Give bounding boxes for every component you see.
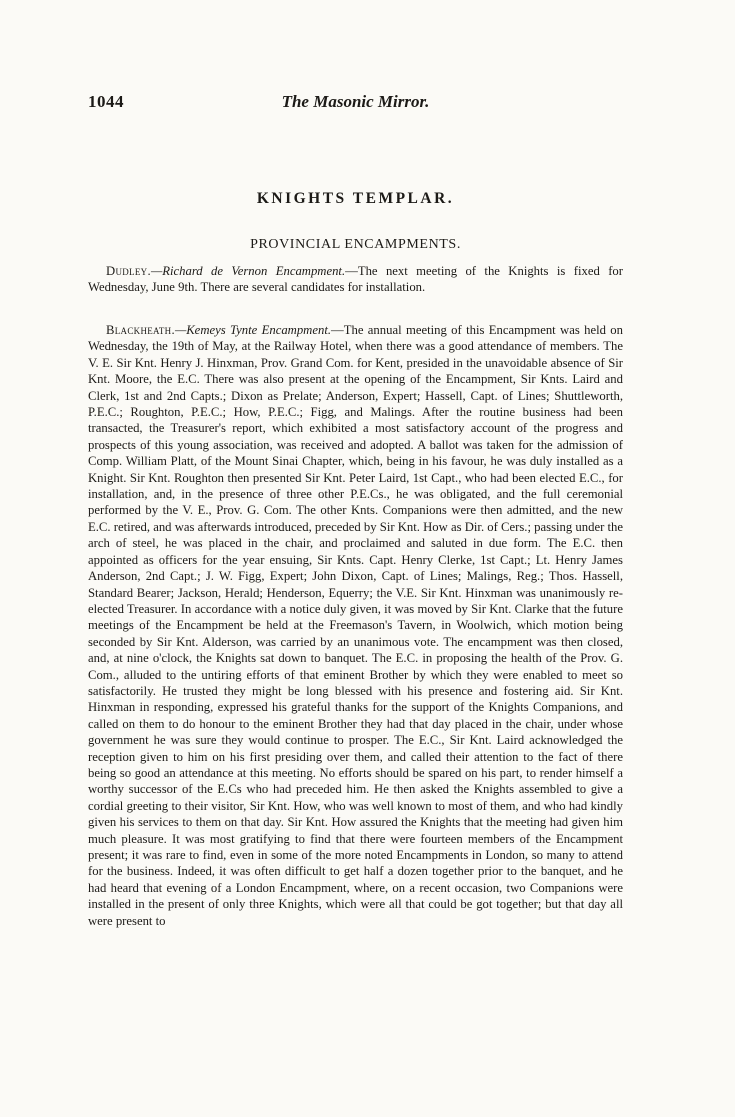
running-head	[88, 92, 623, 118]
article-place: Dudley.	[106, 264, 151, 278]
article-dudley	[88, 263, 623, 296]
article-blackheath	[88, 322, 623, 929]
article-place: Blackheath.	[106, 323, 175, 337]
article-body: —The annual meeting of this Encampment was held on Wednesday, the 19th of May, at the Railway Hotel, when there was a good attendance of members. The V. E. Sir Knt. Henry J. Hinxman, Prov. Grand Com. for Kent, presided in the unavoidable absence of Sir Knt. Moore, the E.C. There was also present at the opening of the Encampment, Sir Knts. Laird and Clerk, 1st and 2nd Capts.; Dixon as Prelate; Anderson, Expert; Hassell, Capt. of Lines; Shuttleworth, P.E.C.; Roughton, P.E.C.; How, P.E.C.; Figg, and Malings. After the routine business had been transacted, the Treasurer's report, which exhibited a most satisfactory account of the progress and prospects of this young association, was received and adopted. A ballot was taken for the admission of Comp. William Platt, of the Mount Sinai Chapter, which, being in his favour, he was duly installed as a Knight. Sir Knt. Roughton then presented Sir Knt. Peter Laird, 1st Capt., who had been elected E.C., for installation, and, in the presence of three other P.E.Cs., he was obligated, and the full ceremonial performed by the V. E., Prov. G. Com. The other Knts. Companions were then admitted, and the new E.C. retired, and was afterwards introduced, preceded by Sir Knt. How as Dir. of Cers.; passing under the arch of steel, he was placed in the chair, and proclaimed and saluted in due form. The E.C. then appointed as officers for the year ensuing, Sir Knts. Capt. Henry Clerke, 1st Capt.; Lt. Henry James Anderson, 2nd Capt.; J. W. Figg, Expert; John Dixon, Capt. of Lines; Malings, Reg.; Thos. Hassell, Standard Bearer; Jackson, Herald; Henderson, Equerry; the V.E. Sir Knt. Hinxman was unanimously re-elected Treasurer. In accordance with a notice duly given, it was moved by Sir Knt. Clarke that the future meetings of the Encampment be held at the Freemason's Tavern, in Woolwich, which motion being seconded by Sir Knt. Alderson, was carried by an unanimous vote. The encampment was then closed, and, at nine o'clock, the Knights sat down to banquet. The E.C. in proposing the health of the Prov. G. Com., alluded to the untiring efforts of that eminent Brother by which they were enabled to meet so satisfactorily. He trusted they might be long blessed with his presence and fostering aid. Sir Knt. Hinxman in responding, expressed his grateful thanks for the support of the Knights Companions, and called on them to do honour to the eminent Brother they had that day placed in the chair, under whose government he was sure they would continue to prosper. The E.C., Sir Knt. Laird acknowledged the reception given to him on his first presiding over them, and called their attention to the fact of there being so good an attendance at this meeting. No efforts should be spared on his part, to render himself a worthy successor of the E.Cs who had preceded him. He then asked the Knights assembled to give a cordial greeting to their visitor, Sir Knt. How, who was well known to most of them, and who had kindly given his services to them on that day. Sir Knt. How assured the Knights that the meeting had given him much pleasure. It was most gratifying to find that there were fourteen members of the Encampment present; it was rare to find, even in some of the more noted Encampments in London, so many to attend for the business. Indeed, it was often difficult to get half a dozen together prior to the banquet, and he had heard that evening of a London Encampment, where, on a recent occasion, two Companions were installed in the present of only three Knights, which were all that could be got together; but that day all were present to	[88, 323, 623, 928]
article-paragraph	[88, 322, 623, 929]
article-paragraph	[88, 263, 623, 296]
article-body: —The next meeting of the Knights is fixed for Wednesday, June 9th. There are several candidates for installation.	[88, 264, 624, 295]
journal-title: The Masonic Mirror.	[281, 92, 430, 111]
article-encampment: —Kemeys Tynte Encampment.	[174, 323, 332, 337]
article-encampment: —Richard de Vernon Encampment.	[150, 264, 346, 278]
section-title: KNIGHTS TEMPLAR.	[256, 190, 455, 207]
subsection-title: PROVINCIAL ENCAMPMENTS.	[250, 237, 461, 252]
page-number: 1044	[88, 92, 124, 111]
